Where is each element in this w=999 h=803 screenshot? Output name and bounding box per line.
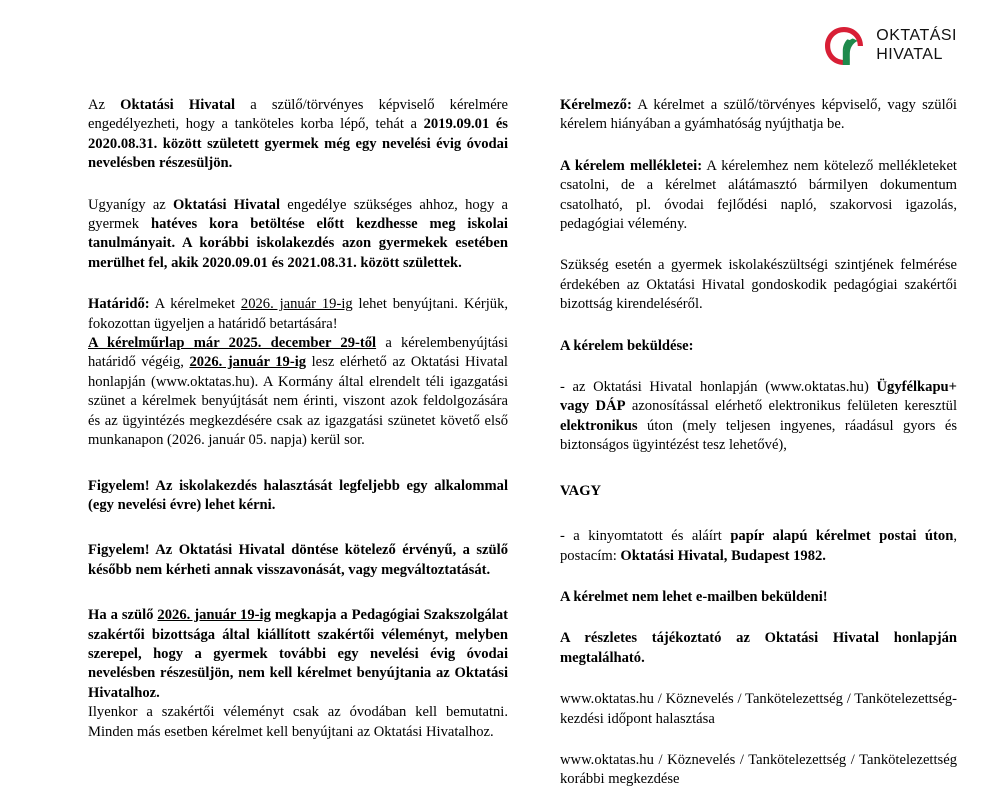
paragraph-expert-opinion-note [88, 703, 508, 742]
text-run-bold: elektronikus [560, 417, 638, 434]
text-run: A kérelmeket [149, 296, 241, 313]
text-run-bold: A kérelem mellékletei: [560, 157, 703, 174]
text-run-bold: Oktatási Hivatal [173, 196, 281, 213]
paragraph-link-early [560, 751, 957, 790]
logo-line-2: HIVATAL [876, 46, 943, 63]
text-run: , postacím: [560, 528, 957, 564]
text-run: a szülő/törvényes képviselő kérelmére engedélyezheti, hogy a tanköteles korba lépő, tehát a [88, 97, 509, 133]
paragraph-assessment [560, 256, 957, 314]
text-run: A kérelemhez nem kötelező mellékleteket csatolni, de a kérelmet alátámasztó bármilyen dokumentum csatolható, pl. óvodai fejlődési napló, szakorvosi igazolás, pedagógiai vélemény. [560, 157, 957, 233]
text-run-underline: 2026. január 19-ig [240, 296, 353, 313]
logo [822, 24, 957, 68]
paragraph-form-availability [88, 334, 508, 450]
right-column [530, 96, 999, 803]
paragraph-warning-binding [88, 541, 508, 580]
text-run-bold: Oktatási Hivatal, Budapest 1982. [620, 547, 826, 564]
text-run-bold: VAGY [560, 482, 602, 499]
paragraph-submission-heading [560, 337, 957, 356]
paragraph-intro [88, 96, 508, 174]
text-run: engedélye szükséges ahhoz, hogy a gyermek [88, 196, 509, 233]
text-run: lehet benyújtani. Kérjük, fokozottan ügyeljen a határidő betartására! [88, 296, 509, 332]
oktatasi-hivatal-logo-icon [822, 24, 866, 68]
paragraph-expert-opinion [88, 606, 508, 703]
paragraph-link-postpone [560, 690, 957, 729]
text-run: - a kinyomtatott és aláírt [560, 528, 731, 545]
text-run-bold: A részletes tájékoztató az Oktatási Hivatal honlapján megtalálható. [560, 630, 957, 666]
text-run-bold: A kérelmet nem lehet e-mailben beküldeni! [560, 588, 828, 605]
paragraph-or [560, 482, 957, 501]
paragraph-applicant [560, 96, 957, 135]
text-run: úton (mely teljesen ingyenes, ráadásul gyors és biztonságos ügyintézést tesz lehetővé), [560, 417, 957, 454]
paragraph-more-info [560, 629, 957, 668]
text-run: a kérelembenyújtási határidő végéig, [88, 335, 508, 371]
paragraph-deadline [88, 295, 508, 334]
text-run-bold-underline: A kérelműrlap már 2025. december 29-től [88, 335, 377, 352]
text-run-bold: Kérelmező: [560, 97, 632, 113]
text-run: Az [88, 97, 121, 113]
text-run-bold: Figyelem! Az Oktatási Hivatal döntése kötelező érvényű, a szülő később nem kérheti annak visszavonását, vagy megváltoztatását. [88, 542, 508, 578]
paragraph-early-school [88, 196, 508, 274]
body-columns [0, 96, 999, 803]
text-run-bold: papír alapú kérelmet postai úton [730, 528, 954, 545]
text-run: A kérelmet a szülő/törvényes képviselő, vagy szülői kérelem hiányában a gyámhatóság nyújthatja be. [560, 97, 957, 133]
paragraph-no-email [560, 588, 957, 607]
text-run: - az Oktatási Hivatal honlapján (www.oktatas.hu) [560, 379, 877, 396]
logo-text [876, 27, 957, 64]
text-run-bold-underline: 2026. január 19-ig [157, 607, 271, 624]
text-run: Ilyenkor a szakértői véleményt csak az óvodában kell bemutatni. Minden más esetben kérelmet kell benyújtani az Oktatási Hivatalhoz. [88, 704, 508, 740]
text-run: Szükség esetén a gyermek iskolakészültségi szintjének felmérése érdekében az Oktatási Hivatal gondoskodik pedagógiai szakértői bizottság kirendeléséről. [560, 257, 957, 313]
logo-line-1: OKTATÁSI [876, 27, 957, 45]
text-run-bold-underline: 2026. január 19-ig [189, 354, 307, 371]
text-run: www.oktatas.hu / Köznevelés / Tankötelezettség / Tankötelezettség korábbi megkezdése [560, 751, 957, 788]
paragraph-attachments [560, 157, 957, 235]
text-run-bold: hatéves kora betöltése előtt kezdhesse meg iskolai tanulmányait. A korábbi iskolakezdés azon gyermekek esetében merülhet fel, akik 2020.09.01 és 2021.08.31. között születtek. [88, 216, 508, 271]
text-run: lesz elérhető az Oktatási Hivatal honlapján (www.oktatas.hu). A Kormány által elrendelt téli igazgatási szünet a kérelmek benyújtását nem érinti, viszont azok feldolgozására és az ügyintézés megkezdésére csak az igazgatási szünetet követő első munkanapon (2026. január 05. napja) kerül sor. [88, 354, 508, 449]
left-column [0, 96, 530, 803]
text-run-bold: 2019.09.01 és 2020.08.31. között született gyermek még egy nevelési évig óvodai nevelésben részesüljön. [88, 116, 508, 172]
text-run: www.oktatas.hu / Köznevelés / Tankötelezettség / Tankötelezettség-kezdési időpont halasztása [560, 691, 957, 727]
text-run: Ugyanígy az [88, 196, 174, 213]
text-run: azonosítással elérhető elektronikus felületen keresztül [625, 398, 957, 415]
text-run-bold: Ügyfélkapu+ vagy DÁP [560, 379, 957, 415]
text-run-bold: megkapja a Pedagógiai Szakszolgálat szakértői bizottsága által kiállított szakértői véleményt, melyben szerepel, hogy a gyermek további egy nevelési évig óvodai nevelésben részesüljön, nem kell kérelmet benyújtania az Oktatási Hivatalhoz. [88, 607, 509, 701]
text-run-bold: A kérelem beküldése: [560, 337, 694, 354]
text-run-bold: Ha a szülő [88, 607, 158, 624]
text-run-bold: Figyelem! Az iskolakezdés halasztását legfeljebb egy alkalommal (egy nevelési évre) lehet kérni. [88, 477, 508, 513]
text-run-bold: Határidő: [88, 296, 150, 313]
paragraph-submission-postal [560, 527, 957, 566]
paragraph-warning-once [88, 477, 508, 516]
paragraph-submission-electronic [560, 378, 957, 456]
text-run-bold: Oktatási Hivatal [120, 97, 236, 113]
